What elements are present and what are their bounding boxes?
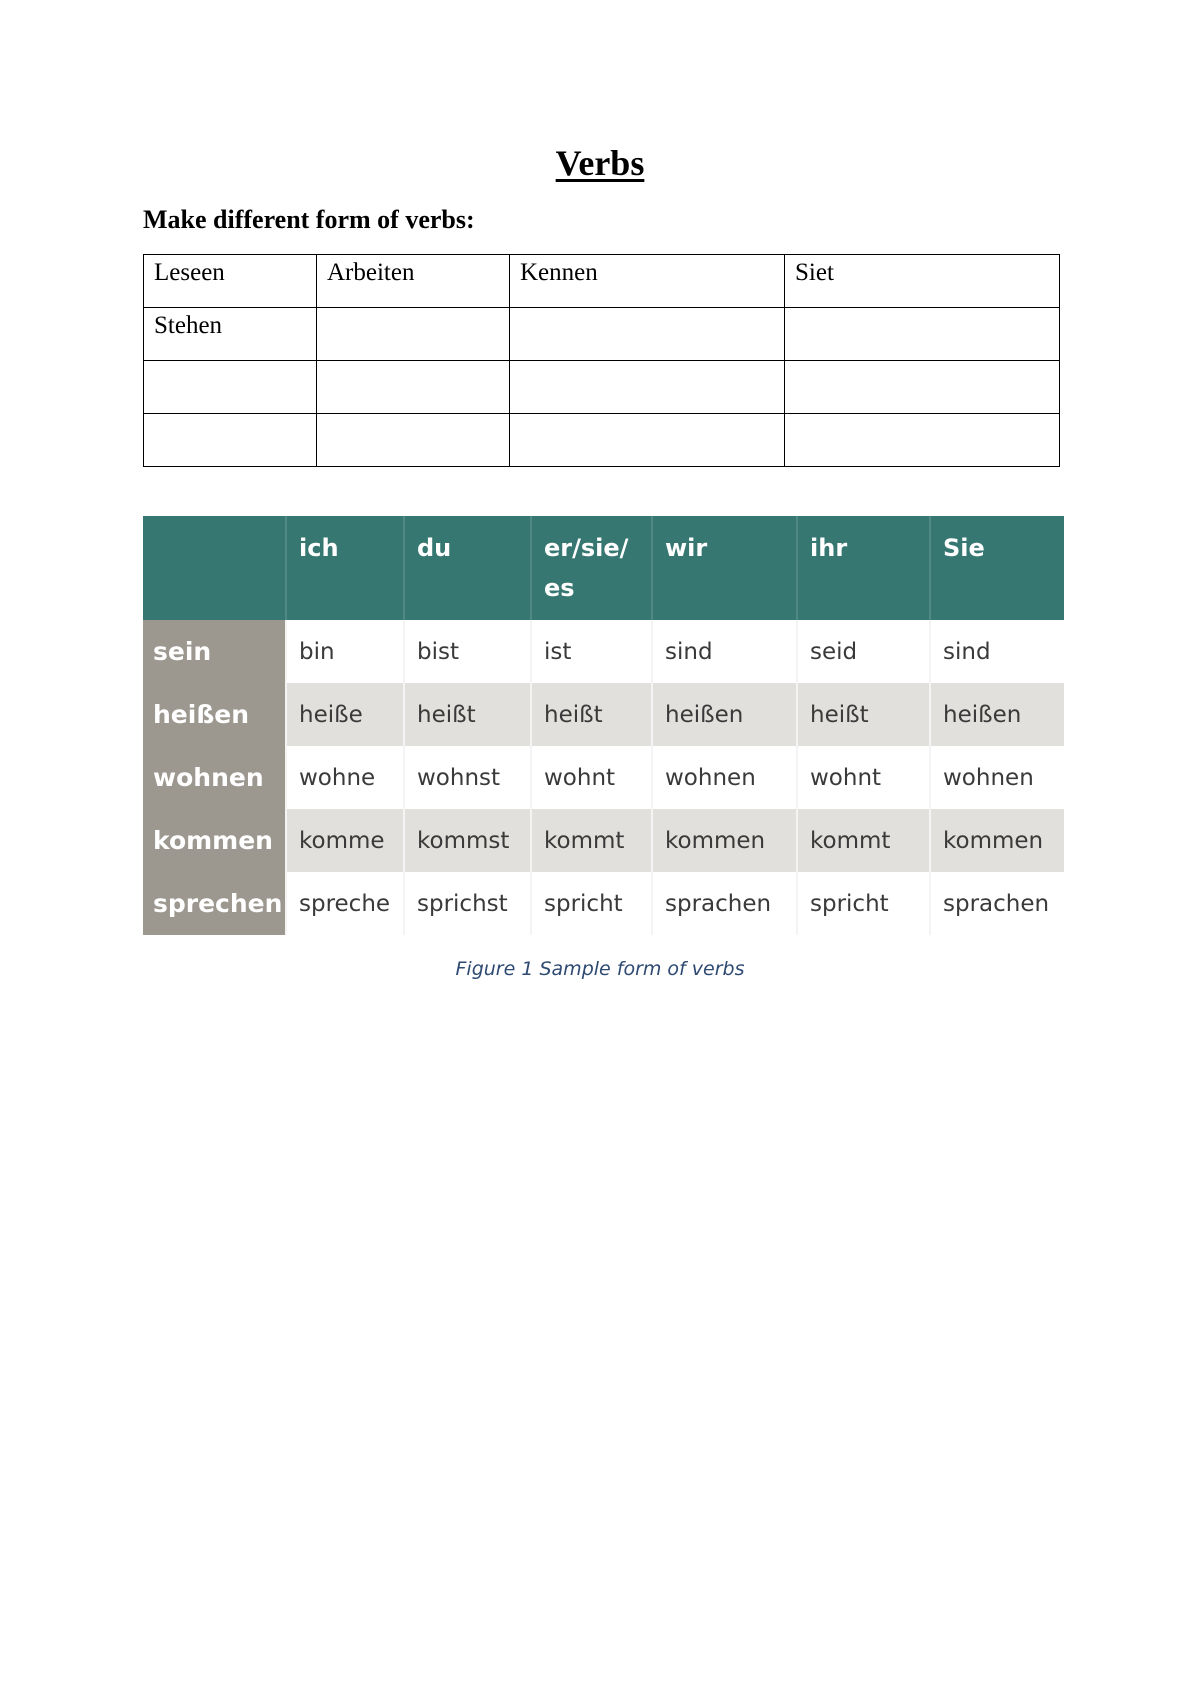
exercise-row [144,255,1060,308]
verb-label: wohnen [143,746,286,809]
exercise-cell: Stehen [144,308,317,361]
verb-form: heißt [531,683,652,746]
verb-label: sprechen [143,872,286,935]
exercise-cell [785,308,1060,361]
exercise-row [144,308,1060,361]
verb-form: sprichst [404,872,531,935]
verb-form: kommst [404,809,531,872]
figure-caption: Figure 1 Sample form of verbs [455,958,745,980]
exercise-cell: Kennen [510,255,785,308]
verb-form: kommen [930,809,1064,872]
pronoun-header: Sie [930,516,1064,620]
verb-form: bin [286,620,404,683]
exercise-cell [510,414,785,467]
verb-form: kommen [652,809,797,872]
page-title: Verbs [555,143,645,183]
exercise-cell: Arbeiten [317,255,510,308]
exercise-table [143,254,1060,467]
conjugation-row [143,620,1064,683]
verb-form: heiße [286,683,404,746]
exercise-row [144,361,1060,414]
exercise-cell [144,361,317,414]
verb-form: bist [404,620,531,683]
verb-form: sind [930,620,1064,683]
exercise-row [144,414,1060,467]
verb-form: komme [286,809,404,872]
verb-form: spricht [531,872,652,935]
verb-form: sprachen [652,872,797,935]
verb-form: wohne [286,746,404,809]
verb-label: sein [143,620,286,683]
header-corner-cell [143,516,286,620]
verb-form: spricht [797,872,930,935]
verb-form: kommt [797,809,930,872]
verb-label: kommen [143,809,286,872]
verb-form: sind [652,620,797,683]
conjugation-figure-table [143,516,1064,935]
verb-form: wohnen [930,746,1064,809]
verb-form: wohnst [404,746,531,809]
pronoun-header: ihr [797,516,930,620]
verb-form: wohnen [652,746,797,809]
verb-form: heißen [652,683,797,746]
pronoun-header: du [404,516,531,620]
exercise-cell [317,308,510,361]
exercise-cell [510,361,785,414]
verb-form: heißt [404,683,531,746]
verb-form: wohnt [797,746,930,809]
conjugation-row [143,809,1064,872]
exercise-cell [785,414,1060,467]
instruction-heading: Make different form of verbs: [143,205,475,234]
conjugation-row [143,746,1064,809]
pronoun-header-row [143,516,1064,620]
exercise-cell: Leseen [144,255,317,308]
exercise-cell [785,361,1060,414]
conjugation-row [143,872,1064,935]
pronoun-header: ich [286,516,404,620]
pronoun-header: wir [652,516,797,620]
exercise-cell [317,414,510,467]
verb-form: heißen [930,683,1064,746]
verb-form: heißt [797,683,930,746]
verb-form: spreche [286,872,404,935]
pronoun-header: er/sie/ es [531,516,652,620]
exercise-cell [510,308,785,361]
verb-form: sprachen [930,872,1064,935]
exercise-cell: Siet [785,255,1060,308]
verb-form: kommt [531,809,652,872]
verb-form: ist [531,620,652,683]
verb-label: heißen [143,683,286,746]
conjugation-row [143,683,1064,746]
verb-form: seid [797,620,930,683]
verb-form: wohnt [531,746,652,809]
exercise-cell [317,361,510,414]
exercise-cell [144,414,317,467]
